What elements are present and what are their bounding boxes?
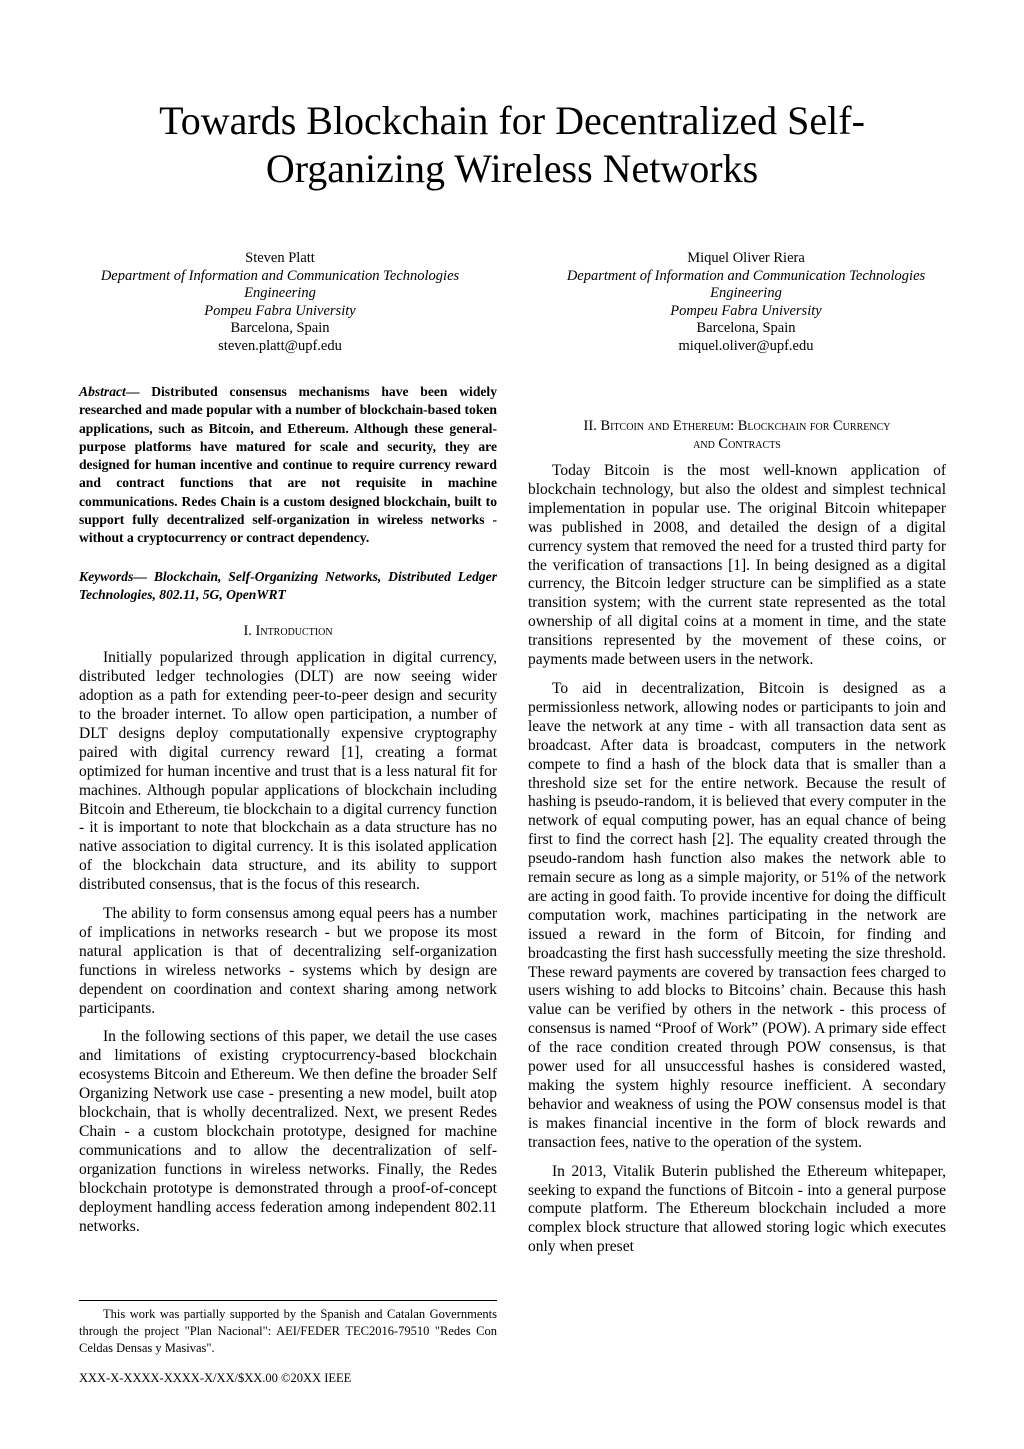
left-column (79, 383, 497, 1246)
paragraph: Today Bitcoin is the most well-known application of blockchain technology, but also the oldest and simplest technical implementation in popular use. The original Bitcoin whitepaper was published in 2008, and detailed the design of a digital currency system that removed the need for a trusted third party for the verification of transactions [1]. In being designed as a digital currency, the Bitcoin ledger structure can be simplified as a state transition system; with the current state represented as the total ownership of all digital coins at a moment in time, and the state transitions represented by the movement of these coins, or payments made between users in the network. (528, 462, 946, 669)
author-location: Barcelona, Spain (696, 320, 796, 337)
keywords (79, 568, 497, 605)
abstract-dash: — (125, 384, 152, 399)
paragraph: In the following sections of this paper, we detail the use cases and limitations of existing cryptocurrency-based blockchain ecosystems Bitcoin and Ethereum. We then define the broader Self Organizing Network use case - presenting a new model, built atop blockchain, that is wholly decentralized. Next, we present Redes Chain - a custom blockchain prototype, designed for machine communications and to allow the decentralization of self-organization functions in wireless networks. Finally, the Redes blockchain prototype is demonstrated through a proof-of-concept deployment handling access federation among independent 802.11 networks. (79, 1028, 497, 1235)
right-column (528, 417, 946, 1267)
footnote (79, 1306, 497, 1357)
section-heading-bitcoin-ethereum (528, 417, 946, 453)
author-department-line2: Engineering (710, 285, 782, 302)
author-university: Pompeu Fabra University (204, 302, 356, 319)
section-heading-line-2: and Contracts (693, 436, 781, 452)
paragraph: In 2013, Vitalik Buterin published the Ethereum whitepaper, seeking to expand the functions of Bitcoin - into a general purpose compute platform. The Ethereum blockchain included a more complex block structure that allowed storing logic which executes only when preset (528, 1162, 946, 1256)
section-heading-line-1: II. Bitcoin and Ethereum: Blockchain for Currency (583, 418, 891, 434)
paragraph: To aid in decentralization, Bitcoin is designed as a permissionless network, allowing nodes or participants to join and leave the network at any time - with all transaction data sent as broadcast. After data is broadcast, computers in the network compete to find a hash of the block data that is smaller than a threshold size set for the entire network. Because the result of hashing is pseudo-random, it is believed that every computer in the network of equal computing power, has an equal chance of being first to find the correct hash [2]. The equality created through the pseudo-random hash function also makes the network able to remain secure as long as a simple majority, or 51% of the network are acting in good faith. To provide incentive for doing the difficult computation work, machines participating in the network are issued a reward in the form of Bitcoin, for finding and broadcasting the first hash successfully meeting the size threshold. These reward payments are covered by transaction fees charged to users wishing to add blocks to Bitcoins’ chain. Because this hash value can be verified by others in the network - this process of consensus is named “Proof of Work” (POW). A primary side effect of the race condition created through POW consensus, is that power used for all unsuccessful hashes is considered wasted, making the system highly resource inefficient. A secondary behavior and weakness of using the POW consensus model is that is makes financial incentive in the form of block rewards and transaction fees, native to the operation of the system. (528, 679, 946, 1151)
author-university: Pompeu Fabra University (670, 302, 822, 319)
section-heading-introduction: I. Introduction (243, 623, 333, 640)
paragraph: The ability to form consensus among equal peers has a number of implications in networks research - but we propose its most natural application is that of decentralizing self-organization functions in wireless networks - systems which by design are dependent on coordination and context sharing among network participants. (79, 905, 497, 1017)
author-email: miquel.oliver@upf.edu (678, 337, 814, 354)
title-line-1: Towards Blockchain for Decentralized Self- (159, 98, 865, 143)
paragraph: Initially popularized through application in digital currency, distributed ledger technologies (DLT) are now seeing wider adoption as a path for extending peer-to-peer design and security to the broader internet. To allow open participation, a number of DLT designs deploy computationally expensive cryptography paired with digital currency reward [1], creating a format optimized for human incentive and trust that is a less natural fit for machines. Although popular applications of blockchain including Bitcoin and Ethereum, tie blockchain to a digital currency function - it is important to note that blockchain as a data structure has no native association to digital currency. It is this isolated application of the blockchain data structure, and its ability to support distributed consensus, that is the focus of this research. (79, 649, 497, 894)
author-department: Department of Information and Communication Technologies (566, 267, 926, 284)
keywords-text: — Blockchain, Self-Organizing Networks, Distributed Ledger Technologies, 802.11, 5G, OpenWRT (79, 568, 497, 602)
author-department: Department of Information and Communication Technologies (100, 267, 460, 284)
author-department-line2: Engineering (244, 285, 316, 302)
footnote-divider (79, 1300, 497, 1301)
keywords-label: Keywords (79, 568, 134, 584)
abstract-label: Abstract (79, 384, 126, 399)
footnote-text: This work was partially supported by the Spanish and Catalan Governments through the project "Plan Nacional": AEI/FEDER TEC2016-79510 "Redes Con Celdas Densas y Masivas". (79, 1307, 497, 1355)
abstract (79, 383, 497, 548)
copyright-code: XXX-X-XXXX-XXXX-X/XX/$XX.00 ©20XX IEEE (79, 1371, 352, 1385)
author-block-2 (536, 250, 956, 356)
paper-title (80, 97, 944, 193)
author-name: Steven Platt (245, 250, 315, 266)
abstract-text: Distributed consensus mechanisms have been widely researched and made popular with a number of blockchain-based token applications, such as Bitcoin, and Ethereum. Although these general-purpose platforms have matured for scale and security, they are designed for human incentive and continue to require currency reward and contract functions that are not requisite in machine communications. Redes Chain is a custom designed blockchain, built to support fully decentralized self-organization in wireless networks - without a cryptocurrency or contract dependency. (79, 384, 497, 546)
author-location: Barcelona, Spain (230, 320, 330, 337)
author-email: steven.platt@upf.edu (218, 337, 342, 354)
author-name: Miquel Oliver Riera (687, 250, 805, 266)
title-line-2: Organizing Wireless Networks (265, 146, 759, 191)
author-block-1 (70, 250, 490, 356)
